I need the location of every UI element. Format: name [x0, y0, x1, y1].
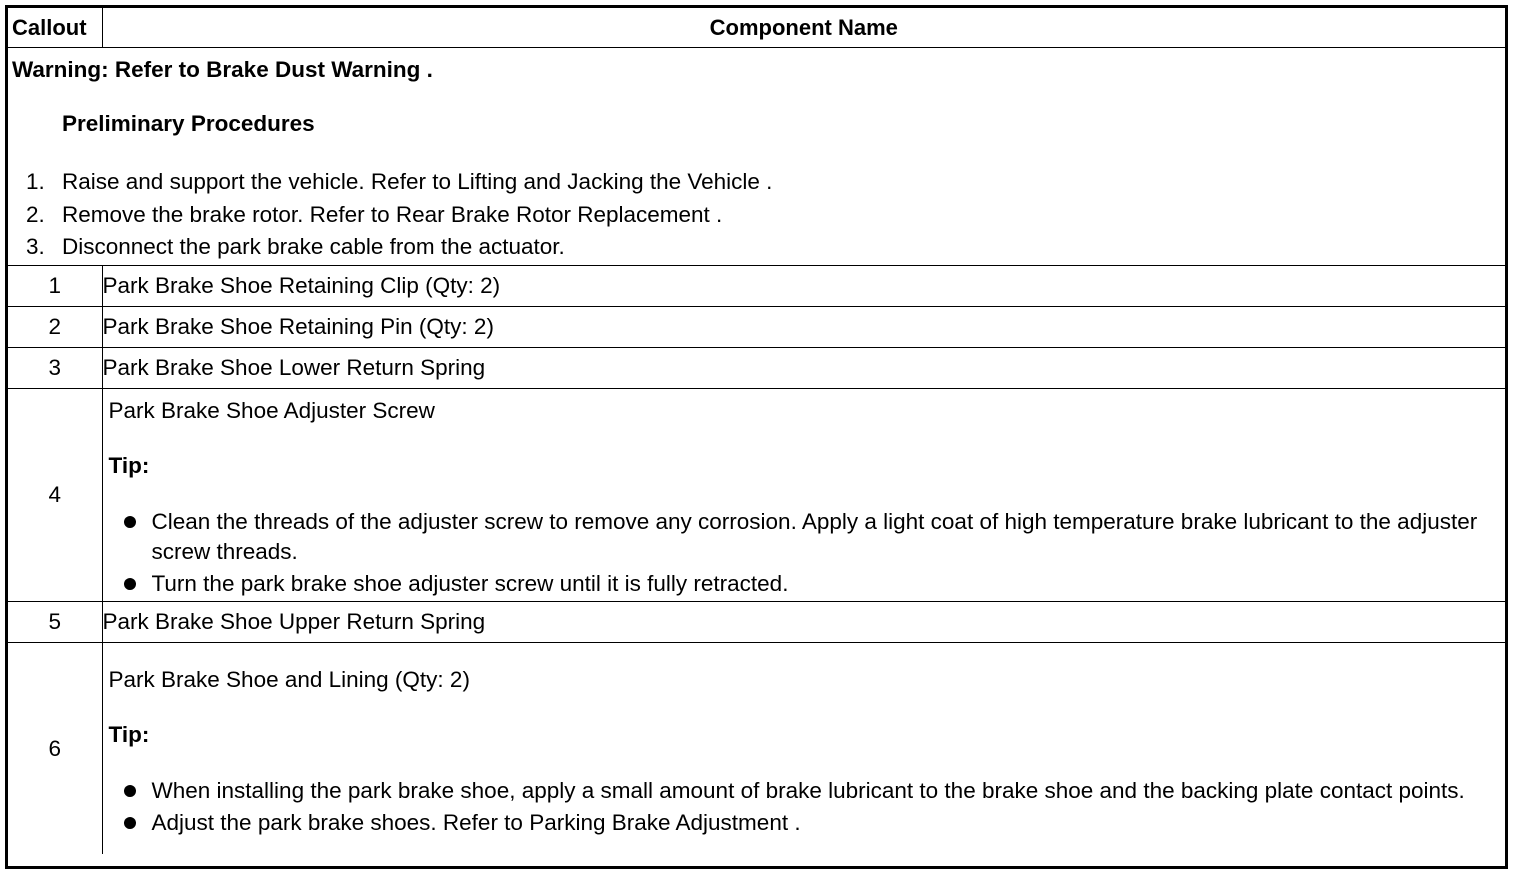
table-row	[8, 307, 1505, 348]
tip-item	[103, 507, 1506, 566]
callout-number: 3	[8, 348, 102, 389]
tip-text: Adjust the park brake shoes. Refer to Parking Brake Adjustment .	[151, 810, 801, 835]
tip-label: Tip:	[108, 721, 150, 747]
brake-dust-warning: Warning: Refer to Brake Dust Warning .	[12, 57, 433, 82]
callout-number: 2	[8, 307, 102, 348]
callout-number: 4	[8, 389, 102, 602]
component-name-column-header: Component Name	[102, 8, 1505, 48]
table-row	[8, 602, 1505, 643]
component-name: Park Brake Shoe Retaining Pin (Qty: 2)	[102, 307, 1505, 348]
table-row	[8, 266, 1505, 307]
step-text: Raise and support the vehicle. Refer to Lifting and Jacking the Vehicle .	[62, 169, 773, 194]
step-text: Remove the brake rotor. Refer to Rear Brake Rotor Replacement .	[62, 201, 723, 227]
callout-number: 6	[8, 643, 102, 855]
preliminary-steps-list	[8, 166, 772, 264]
bullet-icon	[124, 817, 136, 829]
bullet-icon	[124, 516, 136, 528]
callout-number: 5	[8, 602, 102, 643]
component-cell-with-tip	[102, 643, 1505, 855]
component-name: Park Brake Shoe Adjuster Screw	[108, 398, 435, 424]
component-name: Park Brake Shoe Upper Return Spring	[102, 602, 1505, 643]
bullet-icon	[124, 578, 136, 590]
component-name: Park Brake Shoe and Lining (Qty: 2)	[108, 666, 470, 692]
tip-text: Turn the park brake shoe adjuster screw until it is fully retracted.	[151, 571, 789, 597]
tip-label: Tip:	[108, 453, 150, 479]
tip-list	[103, 776, 1506, 838]
bullet-icon	[124, 785, 136, 797]
table-row	[8, 389, 1505, 602]
tip-text: When installing the park brake shoe, apply a small amount of brake lubricant to the brake shoe and the backing plate contact points.	[151, 777, 1465, 803]
step-text: Disconnect the park brake cable from the actuator.	[62, 234, 565, 259]
component-name: Park Brake Shoe Lower Return Spring	[102, 348, 1505, 389]
table-row	[8, 643, 1505, 855]
preliminary-cell	[8, 48, 1505, 266]
tip-item	[103, 776, 1506, 806]
callout-column-header: Callout	[8, 8, 102, 48]
component-cell-with-tip	[102, 389, 1505, 602]
step-item	[8, 231, 772, 264]
step-number: 2.	[26, 201, 45, 227]
step-number: 3.	[26, 234, 45, 259]
table-header-row	[8, 8, 1505, 48]
table-row	[8, 348, 1505, 389]
tip-text: Clean the threads of the adjuster screw to remove any corrosion. Apply a light coat of high temperature brake lubricant to the adjuster screw threads.	[151, 509, 1478, 564]
component-table	[8, 8, 1505, 854]
tip-list	[103, 507, 1506, 599]
component-name: Park Brake Shoe Retaining Clip (Qty: 2)	[102, 266, 1505, 307]
step-item	[8, 166, 772, 199]
step-number: 1.	[26, 169, 45, 194]
callout-number: 1	[8, 266, 102, 307]
preliminary-row	[8, 48, 1505, 266]
step-item	[8, 199, 772, 232]
tip-item	[103, 808, 1506, 838]
component-table-frame	[5, 5, 1508, 869]
tip-item	[103, 569, 1506, 599]
preliminary-procedures-title: Preliminary Procedures	[62, 111, 315, 136]
